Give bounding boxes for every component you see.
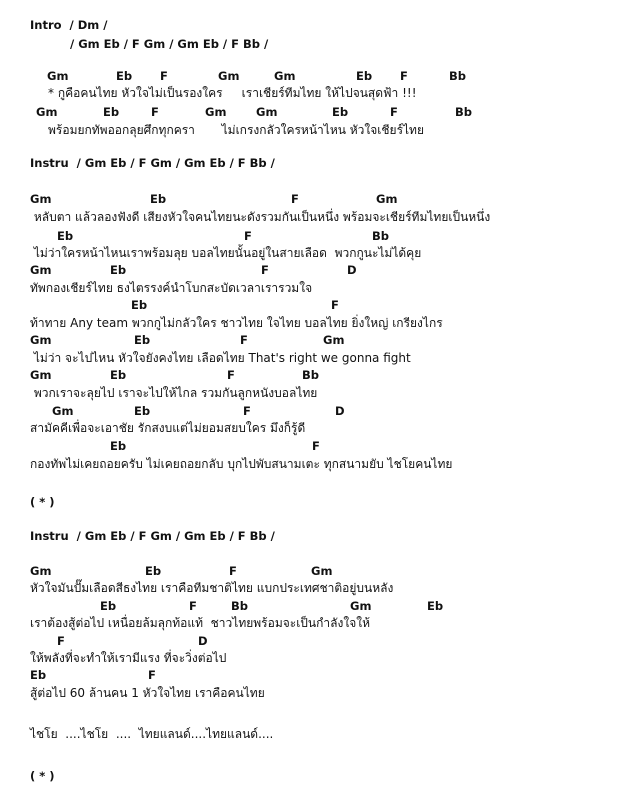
chord: F bbox=[148, 668, 156, 682]
chord: Bb bbox=[455, 105, 472, 119]
chord: Eb bbox=[110, 368, 127, 382]
chord: F bbox=[244, 229, 252, 243]
chord: Eb bbox=[100, 599, 117, 613]
chord: Eb bbox=[30, 668, 47, 682]
chord: Gm bbox=[30, 368, 52, 382]
lyric-line: หัวใจมันปั๊มเลือดสีธงไทย เราคือทีมชาติไทย แบกประเทศชาติอยู่บนหลัง bbox=[30, 581, 394, 595]
chord: F bbox=[400, 69, 408, 83]
lyric-line: ท้าทาย Any team พวกกูไม่กลัวใคร ชาวไทย ใจไทย บอลไทย ยิ่งใหญ่ เกรียงไกร bbox=[30, 316, 443, 330]
chord: D bbox=[198, 634, 208, 648]
chord: D bbox=[335, 404, 345, 418]
chord: Bb bbox=[449, 69, 466, 83]
chord: Eb bbox=[103, 105, 120, 119]
lyric-line: พวกเราจะลุยไป เราจะไปให้ไกล รวมกันลูกหนังบอลไทย bbox=[30, 386, 318, 400]
chord: F bbox=[229, 564, 237, 578]
chord: F bbox=[390, 105, 398, 119]
chord: Bb bbox=[302, 368, 319, 382]
chord: Gm bbox=[30, 263, 52, 277]
chord: Eb bbox=[134, 404, 151, 418]
chord: Eb bbox=[110, 439, 127, 453]
lyric-line: พร้อมยกทัพออกลุยศึกทุกครา ไม่เกรงกลัวใครหน้าไหน หัวใจเชียร์ไทย bbox=[48, 123, 424, 137]
chord: D bbox=[347, 263, 357, 277]
lyric-line: สู้ต่อไป 60 ล้านคน 1 หัวใจไทย เราคือคนไทย bbox=[30, 686, 265, 700]
lyric-line: สามัคคีเพื่อจะเอาชัย รักสงบแต่ไม่ยอมสยบใคร มึงก็รู้ดี bbox=[30, 421, 306, 435]
chord: Gm bbox=[205, 105, 227, 119]
chord: Eb bbox=[110, 263, 127, 277]
chord: Gm bbox=[218, 69, 240, 83]
chord: F bbox=[160, 69, 168, 83]
lyric-line: ทัพกองเชียร์ไทย ธงไตรรงค์นำโบกสะบัดเวลาเรารวมใจ bbox=[30, 281, 313, 295]
chord: F bbox=[291, 192, 299, 206]
chorus-repeat-marker: ( * ) bbox=[30, 495, 55, 509]
lyric-line: * กูคือคนไทย หัวใจไม่เป็นรองใคร เราเชียร์ทีมไทย ให้ไปจนสุดฟ้า !!! bbox=[48, 86, 417, 100]
chord: Gm bbox=[256, 105, 278, 119]
lyric-line: ไม่ว่าใครหน้าไหนเราพร้อมลุย บอลไทยนั้นอยู่ในสายเลือด พวกกูนะไม่ได้คุย bbox=[30, 246, 422, 260]
chord: F bbox=[227, 368, 235, 382]
chorus-repeat-marker: ( * ) bbox=[30, 769, 55, 783]
chord: F bbox=[57, 634, 65, 648]
chord: Eb bbox=[356, 69, 373, 83]
chord: Eb bbox=[427, 599, 444, 613]
lyric-line: ไม่ว่า จะไปไหน หัวใจยังคงไทย เลือดไทย That's right we gonna fight bbox=[30, 351, 411, 365]
chord: Gm bbox=[47, 69, 69, 83]
chord: Bb bbox=[231, 599, 248, 613]
intro-line: Intro / Dm / bbox=[30, 18, 108, 32]
chord: Eb bbox=[131, 298, 148, 312]
chord: Gm bbox=[376, 192, 398, 206]
chord: F bbox=[312, 439, 320, 453]
chord: Gm bbox=[30, 333, 52, 347]
chord: Gm bbox=[52, 404, 74, 418]
lyric-line: หลับตา แล้วลองฟังดี เสียงหัวใจคนไทยนะดังรวมกันเป็นหนึ่ง พร้อมจะเชียร์ทีมไทยเป็นหนึ่ง bbox=[30, 210, 491, 224]
chord: Eb bbox=[332, 105, 349, 119]
chord: Eb bbox=[116, 69, 133, 83]
chord: Gm bbox=[30, 192, 52, 206]
chord: Gm bbox=[36, 105, 58, 119]
chord: F bbox=[261, 263, 269, 277]
chord: F bbox=[240, 333, 248, 347]
instru-line: Instru / Gm Eb / F Gm / Gm Eb / F Bb / bbox=[30, 529, 275, 543]
chord: Eb bbox=[134, 333, 151, 347]
chord: F bbox=[189, 599, 197, 613]
lyric-line: กองทัพไม่เคยถอยครับ ไม่เคยถอยกลับ บุกไปพับสนามเตะ ทุกสนามยับ ไชโยคนไทย bbox=[30, 457, 453, 471]
chord: Eb bbox=[150, 192, 167, 206]
chord: F bbox=[243, 404, 251, 418]
chord: Gm bbox=[274, 69, 296, 83]
chord: F bbox=[151, 105, 159, 119]
intro-progression: / Gm Eb / F Gm / Gm Eb / F Bb / bbox=[70, 37, 269, 51]
outro-line: ไชโย ....ไชโย .... ไทยแลนด์....ไทยแลนด์.... bbox=[30, 727, 274, 741]
chord: Gm bbox=[323, 333, 345, 347]
chord: Bb bbox=[372, 229, 389, 243]
chord: Eb bbox=[145, 564, 162, 578]
chord: Gm bbox=[350, 599, 372, 613]
chord: Eb bbox=[57, 229, 74, 243]
chord: Gm bbox=[30, 564, 52, 578]
lyric-line: เราต้องสู้ต่อไป เหนื่อยล้มลุกท้อแท้ ชาวไทยพร้อมจะเป็นกำลังใจให้ bbox=[30, 616, 371, 630]
instru-line: Instru / Gm Eb / F Gm / Gm Eb / F Bb / bbox=[30, 156, 275, 170]
lyric-line: ให้พลังที่จะทำให้เรามีแรง ที่จะวิ่งต่อไป bbox=[30, 651, 227, 665]
chord: Gm bbox=[311, 564, 333, 578]
chord: F bbox=[331, 298, 339, 312]
